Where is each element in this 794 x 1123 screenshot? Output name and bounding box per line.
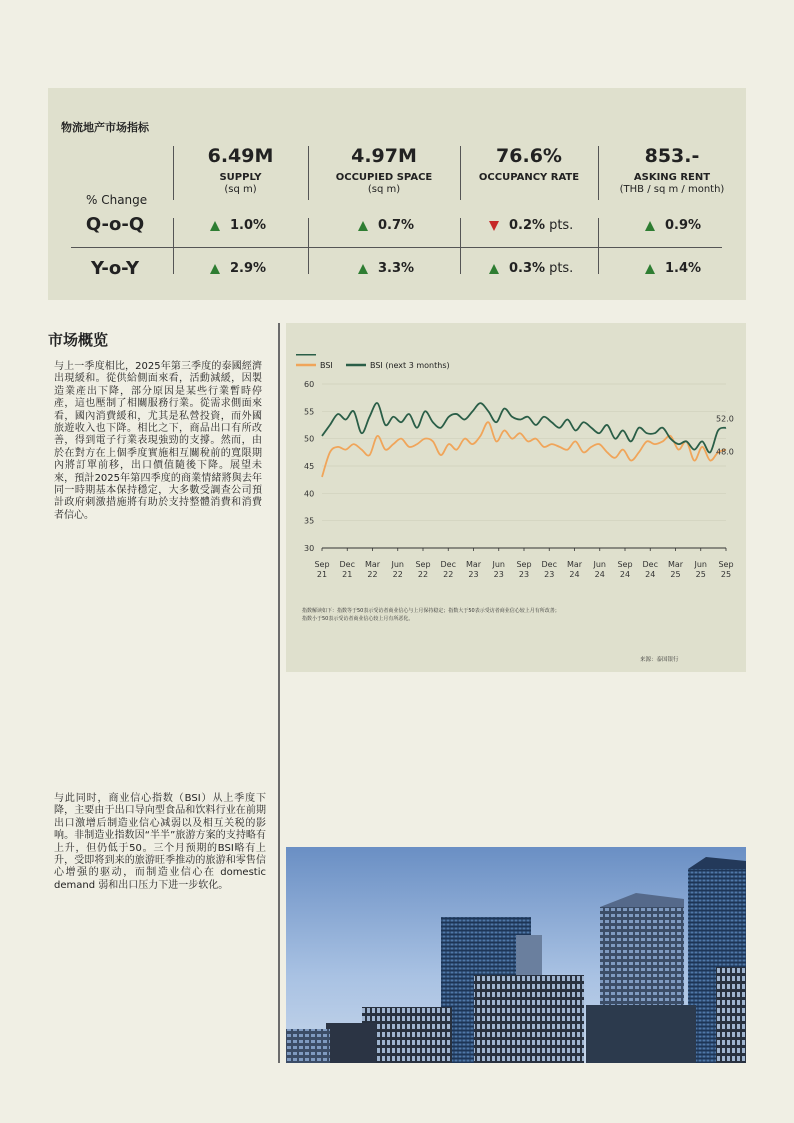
change-unit: pts. — [549, 261, 574, 276]
chart-note-line: 指数小于50表示受访者商业信心较上月有所恶化。 — [302, 616, 414, 622]
x-tick-label-year: 23 — [544, 570, 555, 579]
x-tick-label-month: Dec — [339, 560, 355, 569]
change-label: % Change — [86, 193, 148, 207]
x-tick-label-year: 24 — [569, 570, 580, 579]
change-value: 0.7% — [378, 218, 415, 233]
chart-note-line: 指数解读如下：指数等于50表示受访者商业信心与上月保持稳定；指数大于50表示受访者商业信心较上月有所改善； — [302, 608, 560, 614]
column-divider-line — [278, 323, 280, 1063]
city-skyline-photo — [286, 847, 746, 1063]
change-value: 0.2% — [509, 218, 546, 233]
occupied-yoy — [358, 261, 414, 276]
metric-value: 4.97M — [351, 145, 417, 167]
change-value: 3.3% — [378, 261, 415, 276]
series-end-label: 52.0 — [716, 414, 734, 424]
y-tick-label: 35 — [304, 516, 315, 526]
metric-label: OCCUPIED SPACE — [335, 172, 433, 183]
x-tick-label-year: 23 — [518, 570, 530, 579]
metric-label: SUPPLY — [219, 172, 262, 183]
rent-yoy — [645, 261, 701, 276]
overview-title: 市场概览 — [48, 331, 109, 349]
change-value: 2.9% — [230, 261, 267, 276]
y-tick-label: 40 — [304, 489, 315, 499]
rent-qoq — [645, 218, 701, 233]
x-tick-label-year: 25 — [720, 570, 732, 579]
metric-occupied-space — [308, 145, 460, 195]
x-tick-label-month: Sep — [617, 560, 633, 569]
y-tick-label: 60 — [304, 380, 315, 389]
x-tick-label-month: Mar — [566, 560, 583, 569]
column-divider — [460, 146, 461, 200]
up-arrow-icon — [210, 221, 220, 231]
bsi-chart-panel — [286, 323, 746, 672]
x-tick-label-month: Sep — [718, 560, 734, 569]
up-arrow-icon — [358, 221, 368, 231]
bsi-line-chart — [286, 323, 746, 672]
metric-unit: (sq m) — [224, 184, 257, 195]
up-arrow-icon — [210, 264, 220, 274]
x-tick-label-month: Mar — [364, 560, 381, 569]
up-arrow-icon — [489, 264, 499, 274]
column-divider — [308, 218, 309, 274]
column-divider — [460, 218, 461, 274]
change-value: 0.9% — [665, 218, 702, 233]
x-tick-label-year: 23 — [468, 570, 479, 579]
series-end-label: 48.0 — [716, 447, 734, 457]
legend-marker — [296, 354, 316, 356]
x-tick-label-year: 24 — [594, 570, 605, 579]
metric-value: 853.- — [644, 145, 700, 167]
metric-value: 76.6% — [496, 145, 562, 167]
x-tick-label-year: 24 — [645, 570, 656, 579]
y-tick-label: 55 — [304, 407, 315, 417]
overview-paragraph-1: 与上一季度相比，2025年第三季度的泰國經濟出現緩和。從供給側面來看，活動減緩，因製造業產出下降，部分原因是某些行業暫時停產，這也壓制了相關服務行業。從需求側面來看，國內消費緩和，尤其是私營投資，而外國旅遊收入也下降。相比之下，商品出口有所改善，得到電子行業表現強勁的支撐。然而，由於在對方在上個季度實施相互關稅前的寬限期內將訂單前移，出口價值隨後下降。展望未來，預計2025年第四季度的商業情緒將與去年同一時期基本保持穩定，大多數受調查公司預計政府刺激措施將有助於支持整體消費和消費者信心。 — [54, 361, 262, 521]
x-tick-label-month: Dec — [440, 560, 456, 569]
x-tick-label-month: Dec — [541, 560, 557, 569]
y-tick-label: 30 — [304, 544, 315, 553]
market-indicators-panel — [48, 88, 746, 300]
change-value: 1.0% — [230, 218, 267, 233]
column-divider — [598, 146, 599, 200]
yoy-row-label: Y-o-Y — [90, 258, 140, 279]
change-unit: pts. — [549, 218, 574, 233]
x-tick-label-year: 22 — [392, 570, 403, 579]
overview-paragraph-2: 与此同时，商业信心指数（BSI）从上季度下降，主要由于出口导向型食品和饮料行业在前期出口激增后制造业信心减弱以及相互关税的影响。非制造业指数因“半半”旅游方案的支持略有上升，但仍低于50。三个月预期的BSI略有上升，受即将到来的旅游旺季推动的旅游和零售信心增强的驱动，而制造业信心在 domestic demand 弱和出口压力下进一步软化。 — [54, 793, 266, 891]
chart-source: 来源：泰国银行 — [640, 657, 679, 663]
change-value: 0.3% — [509, 261, 546, 276]
legend-label: BSI (next 3 months) — [370, 361, 450, 370]
x-tick-label-year: 21 — [342, 570, 353, 579]
x-tick-label-month: Jun — [492, 560, 505, 569]
indicators-title: 物流地产市场指标 — [61, 121, 149, 134]
supply-yoy — [210, 261, 266, 276]
column-divider — [308, 146, 309, 200]
y-tick-label: 45 — [304, 462, 315, 471]
x-tick-label-year: 21 — [316, 570, 328, 579]
x-tick-label-year: 22 — [443, 570, 454, 579]
occupancy-yoy — [489, 261, 573, 276]
metric-value: 6.49M — [207, 145, 274, 167]
metric-supply — [173, 145, 308, 195]
metric-unit: (THB / sq m / month) — [619, 184, 725, 195]
change-value: 1.4% — [665, 261, 702, 276]
legend-label: BSI — [320, 361, 333, 370]
y-tick-label: 50 — [304, 434, 315, 444]
metric-unit: (sq m) — [367, 184, 401, 195]
x-tick-label-month: Mar — [667, 560, 684, 569]
up-arrow-icon — [358, 264, 368, 274]
x-tick-label-year: 22 — [367, 570, 378, 579]
x-tick-label-month: Dec — [642, 560, 658, 569]
occupancy-qoq — [489, 218, 573, 233]
x-tick-label-month: Mar — [465, 560, 482, 569]
metric-occupancy-rate — [460, 145, 598, 184]
x-tick-label-month: Jun — [694, 560, 707, 569]
metric-asking-rent — [598, 145, 746, 195]
x-tick-label-year: 25 — [670, 570, 681, 579]
column-divider — [173, 146, 174, 200]
x-tick-label-month: Sep — [415, 560, 431, 569]
row-divider — [71, 247, 722, 248]
x-tick-label-month: Jun — [391, 560, 404, 569]
column-divider — [173, 218, 174, 274]
x-tick-label-month: Sep — [314, 560, 330, 569]
up-arrow-icon — [645, 264, 655, 274]
x-tick-label-year: 24 — [619, 570, 631, 579]
x-tick-label-year: 23 — [493, 570, 504, 579]
metric-label: OCCUPANCY RATE — [478, 172, 580, 183]
up-arrow-icon — [645, 221, 655, 231]
x-tick-label-month: Jun — [593, 560, 606, 569]
occupied-qoq — [358, 218, 414, 233]
down-arrow-icon — [489, 221, 499, 231]
x-tick-label-year: 25 — [695, 570, 706, 579]
x-tick-label-month: Sep — [516, 560, 532, 569]
metric-label: ASKING RENT — [633, 172, 711, 183]
qoq-row-label: Q-o-Q — [85, 214, 145, 235]
supply-qoq — [210, 218, 266, 233]
column-divider — [598, 218, 599, 274]
x-tick-label-year: 22 — [417, 570, 429, 579]
